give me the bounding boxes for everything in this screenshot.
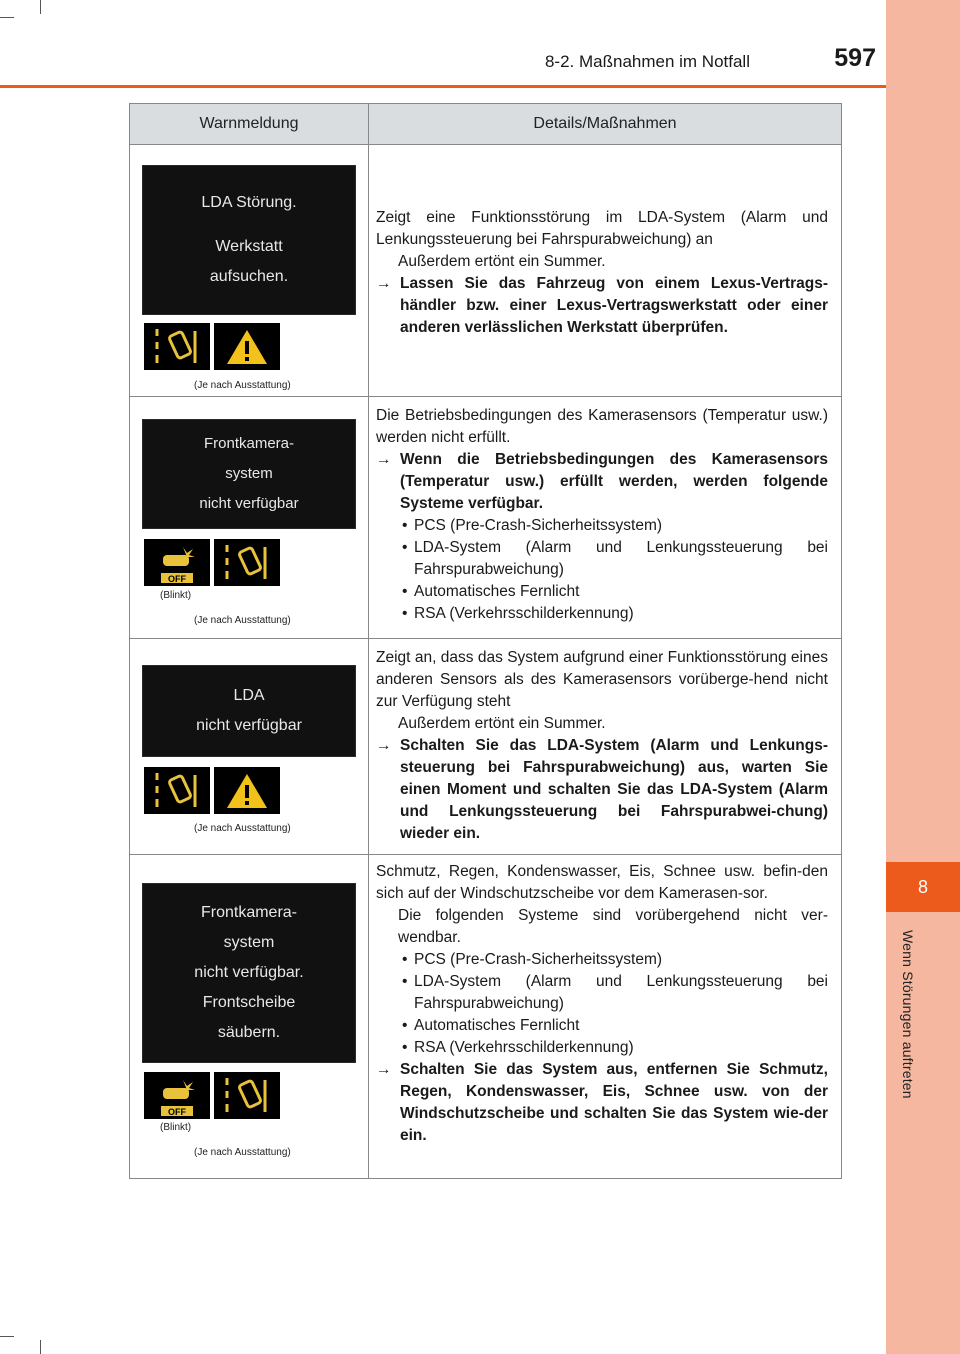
table-row [130,397,842,639]
details-text: Die folgenden Systeme sind vorübergehend nicht ver-wendbar. [398,907,828,946]
details-text: Schmutz, Regen, Kondenswasser, Eis, Schnee usw. befin-den sich auf der Windschutzscheibe vor dem Kamerasen-sor. [376,863,828,902]
chapter-number: 8 [886,862,960,912]
action-text: → Lassen Sie das Fahrzeug von einem Lexus-Vertrags-händler bzw. einer Lexus-Vertragswerkstatt oder einer anderen verlässlichen Werkstatt überprüfen. [376,273,828,339]
crop-mark [40,1340,41,1354]
screen-line: nicht verfügbar [199,495,299,512]
screen-line: LDA Störung. [201,194,297,211]
warning-image-cell [130,145,369,397]
screen-line: säubern. [217,1024,281,1041]
display-screen [142,165,356,315]
screen-line: Werkstatt [215,238,283,255]
blink-caption: (Blinkt) [160,590,192,601]
table-row [130,639,842,855]
system-list-item: • Automatisches Fernlicht [376,581,828,603]
crop-mark [0,1336,14,1337]
system-list-item: • LDA-System (Alarm und Lenkungssteuerung bei Fahrspurabweichung) [376,537,828,581]
pcs-off-text: OFF [168,573,186,584]
screen-line: aufsuchen. [209,268,289,285]
page-number: 597 [834,44,876,72]
equipment-caption: (Je nach Ausstattung) [194,615,291,626]
display-screen [142,883,356,1063]
details-cell [369,855,842,1179]
system-list-item: • RSA (Verkehrsschilderkennung) [376,603,828,625]
warning-image-cell [130,639,369,855]
equipment-caption: (Je nach Ausstattung) [194,380,291,391]
section-title: 8-2. Maßnahmen im Notfall [544,52,750,71]
details-text: Außerdem ertönt ein Summer. [398,715,606,732]
system-list-item: • PCS (Pre-Crash-Sicherheitssystem) [376,949,828,971]
screen-line: nicht verfügbar [196,717,302,734]
column-header-details: Details/Maßnahmen [369,104,842,145]
details-cell [369,145,842,397]
pcs-off-icon [144,1072,210,1119]
table-row [130,855,842,1179]
action-text: → Schalten Sie das System aus, entfernen Sie Schmutz, Regen, Kondenswasser, Eis, Schnee usw. von der Windschutzscheibe und schalten Sie das System wie-der ein. [376,1059,828,1147]
system-list-item: • Automatisches Fernlicht [376,1015,828,1037]
screen-line: nicht verfügbar. [194,964,304,981]
screen-line: Frontkamera- [200,904,298,921]
screen-line: system [225,465,273,482]
screen-line: Frontscheibe [202,994,296,1011]
equipment-caption: (Je nach Ausstattung) [194,823,291,834]
warning-image-cell [130,397,369,639]
warning-triangle-icon [214,323,280,370]
display-screen [142,665,356,757]
lane-departure-warning-icon [144,323,210,370]
system-list-item: • LDA-System (Alarm und Lenkungssteuerung bei Fahrspurabweichung) [376,971,828,1015]
screen-line: Frontkamera- [203,435,295,452]
system-list-item: • RSA (Verkehrsschilderkennung) [376,1037,828,1059]
action-text: → Wenn die Betriebsbedingungen des Kamerasensors (Temperatur usw.) erfüllt werden, werden folgende Systeme verfügbar. [376,449,828,515]
details-text: Die Betriebsbedingungen des Kamerasensors (Temperatur usw.) werden nicht erfüllt. [376,407,828,446]
chapter-title: Wenn Störungen auftreten [900,930,916,1099]
system-list-item: • PCS (Pre-Crash-Sicherheitssystem) [376,515,828,537]
lane-departure-warning-icon [214,1072,280,1119]
details-cell [369,639,842,855]
details-text: Zeigt eine Funktionsstörung im LDA-System (Alarm und Lenkungssteuerung bei Fahrspurabweichung) an [376,209,828,248]
blink-caption: (Blinkt) [160,1122,192,1133]
display-screen [142,419,356,529]
details-text: Zeigt an, dass das System aufgrund einer Funktionsstörung eines anderen Sensors als des Kamerasensors vorüberge-hend nicht zur Verfügung steht [376,649,828,710]
equipment-caption: (Je nach Ausstattung) [194,1147,291,1158]
warning-triangle-icon [214,767,280,814]
lane-departure-warning-icon [144,767,210,814]
table-row [130,145,842,397]
screen-line: LDA [233,687,265,704]
column-header-warnmeldung: Warnmeldung [130,104,369,145]
table-header-row [130,104,842,145]
details-text: Außerdem ertönt ein Summer. [398,253,606,270]
screen-line: system [223,934,275,951]
warning-table [129,103,842,1179]
lane-departure-warning-icon [214,539,280,586]
header-rule [0,85,886,88]
crop-mark [40,0,41,14]
crop-mark [0,17,14,18]
pcs-off-icon [144,539,210,586]
pcs-off-text: OFF [168,1106,186,1117]
warning-image-cell [130,855,369,1179]
action-text: → Schalten Sie das LDA-System (Alarm und Lenkungs-steuerung bei Fahrspurabweichung) aus, warten Sie einen Moment und schalten Sie das LDA-System (Alarm und Lenkungssteuerung bei Fahrspurabwei-chung) wieder ein. [376,735,828,845]
details-cell [369,397,842,639]
